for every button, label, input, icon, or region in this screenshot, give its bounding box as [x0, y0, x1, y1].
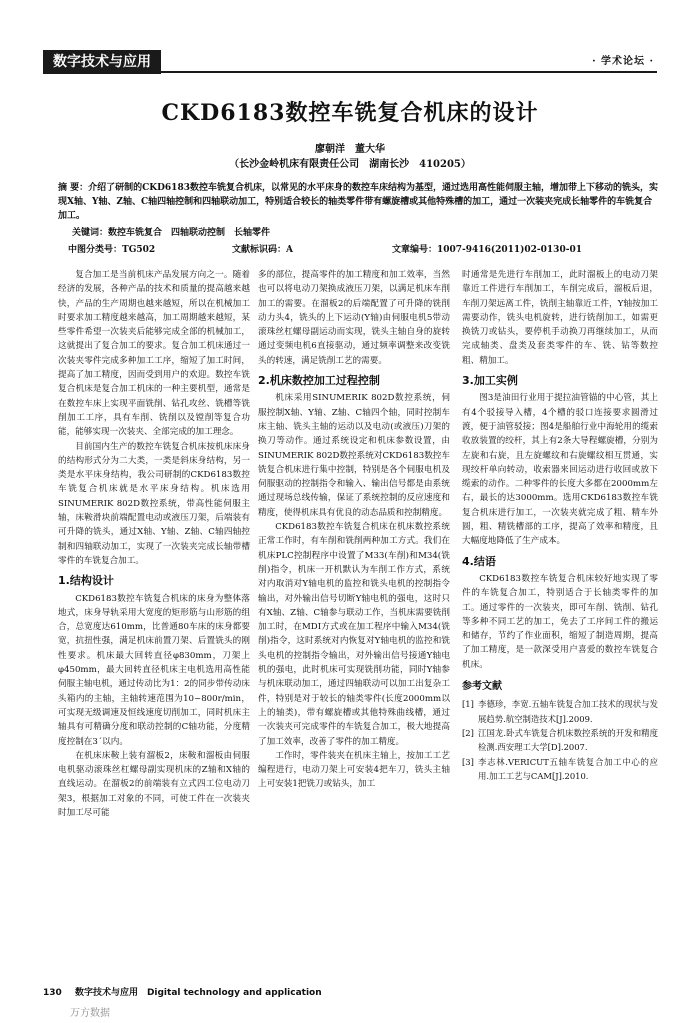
header-rule [161, 71, 657, 73]
doc-code: 文献标识码：A [232, 245, 293, 255]
paragraph: 多的部位，提高零件的加工精度和加工效率，当然也可以将电动刀架换成液压刀架，以满足机床车削加工的需要。在溜板2的后端配置了可升降的铣削动力头4，铣头的上下运动(Y轴)由伺服电机5带动滚珠丝杠螺母副运动而实现，铣头主轴自身的旋转通过变频电机6直接驱动，通过频率调整来改变铣头的转速，满足铣削工艺的需要。 [258, 270, 450, 366]
section-banner: 数字技术与应用 [43, 50, 161, 74]
column-1 [58, 268, 250, 820]
journal-name: 数字技术与应用 Digital technology and application [74, 988, 322, 998]
article-number: 文章编号：1007-9416(2011)02-0130-01 [392, 245, 582, 255]
article-title: CKD6183数控车铣复合机床的设计 [161, 100, 539, 126]
reference-item: [3] 李志林.VERICUT五轴车铣复合加工中心的应用.加工工艺与CAM[J].2010. [462, 755, 658, 784]
authors: 廖朝洋 董大华 [315, 144, 385, 155]
reference-item: [2] 江国龙.卧式车铣复合机床数控系统的开发和精度检测.西安理工大学[D].2007. [462, 726, 658, 755]
paragraph: 工作时，零件装夹在机床主轴上，按加工工艺编程进行，电动刀架上可安装4把车刀，铣头主轴上可安装1把铣刀或钻头，加工 [258, 750, 450, 790]
affiliation: （长沙金岭机床有限责任公司 湖南长沙 410205） [229, 159, 471, 170]
paragraph: 时通常是先进行车削加工，此时溜板上的电动刀架靠近工件进行车削加工，车削完成后，溜板后退，车削刀架远离工件，铣削主轴靠近工件，Y轴按加工需要动作，铣头电机旋转，进行铣削加工，如需更换铣刀或钻头，要停机手动换刀再继续加工，从而完成轴类、盘类及套类零件的车、铣、钻等数控粗、精加工。 [462, 270, 658, 366]
section-heading: 4.结语 [462, 554, 496, 568]
paragraph: CKD6183数控车铣复合机床较好地实现了零件的车铣复合加工，特别适合于长轴类零件的加工。通过零件的一次装夹，即可车削、铣削、钻孔等多种不同工艺的加工，免去了工序间工件的搬运和储存，节约了作业面积，缩短了制造周期，提高了加工精度，是一款深受用户喜爱的数控车铣复合机床。 [462, 573, 658, 670]
reference-item: [1] 李德珍，李宽.五轴车铣复合加工技术的现状与发展趋势.航空制造技术[J].2009. [462, 697, 658, 726]
paragraph: 在机床床鞍上装有溜板2，床鞍和溜板由伺服电机驱动滚珠丝杠螺母副实现机床的Z轴和X轴的直线运动。在溜板2的前端装有立式四工位电动刀架3，根据加工对象的不同，可使工件在一次装夹时加工尽可能 [58, 750, 250, 818]
paragraph: 复合加工是当前机床产品发展方向之一。随着经济的发展，各种产品的技术和质量的提高越来越快，产品的生产周期也越来越短，所以在机械加工时要求加工精度越来越高，加工周期越来越短，某些零件希望一次装夹后能够完成全部的机械加工，这就提出了复合加工的要求。复合加工机床通过一次装夹零件完成多种加工工序，缩短了加工时间，提高了加工精度，因而受到用户的欢迎。数控车铣复合机床是复合加工机床的一种主要机型，通常是在数控车床上实现平面铣削、钻孔攻丝、铣槽等铣削加工工序，具有车削、铣削以及镗削等复合功能，能够实现一次装夹、全部完成的加工理念。 [58, 270, 250, 438]
section-heading: 3.加工实例 [462, 374, 518, 388]
page-number: 130 [43, 988, 62, 998]
column-label: · 学术论坛 · [588, 52, 658, 67]
keywords: 关键词：数控车铣复合 四轴联动控制 长轴零件 [72, 228, 271, 238]
paragraph: 图3是油田行业用于提拉油管锚的中心管，其上有4个驳接导入槽，4个槽的驳口连接要求圆滑过渡，便于油管驳接；图4是船舶行业中海轮用的缆索收放装置的绞杆，其上有2条大导程螺旋槽，分别为左旋和右旋，且左旋螺纹和右旋螺纹相互贯通，实现绞杆单向转动，收索器来回运动进行收回或放下缆索的动作。二种零件的长度大多都在2000mm左右，最长的达3000mm。选用CKD6183数控车铣复合机床进行加工，一次装夹就完成了粗、精车外圆，粗、精铣槽部的工序，提高了效率和精度，且大幅度地降低了生产成本。 [462, 393, 658, 547]
column-3 [462, 268, 658, 783]
references-heading: 参考文献 [462, 681, 502, 693]
column-2 [258, 268, 450, 792]
paragraph: CKD6183数控车铣复合机床在机床数控系统正常工作时，有车削和铣削两种加工方式。我们在机床PLC控制程序中设置了M33(车削)和M34(铣削)指令，机床一开机默认为车削工作方式，系统对内取消对Y轴电机的监控和铣头电机的控制指令输出，对外输出信号切断Y轴电机的强电，这时只有X轴、Z轴、C轴参与联动工作，当机床需要铣削加工时，在MDI方式或在加工程序中输入M34(铣削)指令，这时系统对内恢复对Y轴电机的监控和铣头电机的控制指令输出，对外输出信号接通Y轴电机的强电，此时机床可实现铣削功能，同时Y轴参与机床联动加工，通过四轴联动可以加工出复杂工件，特别是对于较长的轴类零件(长度2000mm以上的轴类)，带有螺旋槽或其他特殊曲线槽，通过一次装夹可完成零件的车铣复合加工，极大地提高了加工效率，改善了零件的加工精度。 [258, 522, 450, 747]
page-footer [43, 985, 322, 998]
paragraph: 目前国内生产的数控车铣复合机床按机床床身的结构形式分为二大类，一类是斜床身结构，另一类是水平床身结构，我公司研制的CKD6183数控车铣复合机床就是水平床身结构。机床选用SINUMERIK 802D数控系统，带高性能伺服主轴，床鞍滑块前端配置电动或液压刀架，后端装有可升降的铣头，通过X轴、Y轴、Z轴、C轴四轴控制和四轴联动加工，实现了一次装夹完成长轴带槽零件的车铣复合加工。 [58, 441, 250, 566]
clc-number: 中图分类号：TG502 [68, 245, 156, 255]
section-heading: 2.机床数控加工过程控制 [258, 374, 380, 388]
section-heading: 1.结构设计 [58, 574, 114, 588]
watermark: 万方数据 [70, 1008, 110, 1019]
abstract: 摘 要：介绍了研制的CKD6183数控车铣复合机床，以常见的水平床身的数控车床结构为基型，通过选用高性能伺服主轴，增加带上下移动的铣头，实现X轴、Y轴、Z轴、C轴四轴控制和四轴联动加工，特别适合较长的轴类零件带有螺旋槽或其他特殊槽的加工，通过一次装夹完成长轴零件的车铣复合加工。 [58, 183, 658, 221]
paragraph: CKD6183数控车铣复合机床的床身为整体落地式，床身导轨采用大宽度的矩形筋与山形筋的组合，总宽度达610mm，比普通80车床的床身都要宽，抗扭性强，满足机床前置刀架、后置铣头的刚性要求。机床最大回转直径φ830mm，刀架上φ450mm，最大回转直径机床主电机选用高性能伺服主轴电机，通过传动比为1：2的同步带传动床头箱内的主轴，主轴转速范围为10~800r/min，可实现无级调速及恒线速度切削加工，同时机床主轴具有可精确分度和联动控制的C轴功能，分度精度控制在3´以内。 [58, 593, 250, 747]
paragraph: 机床采用SINUMERIK 802D数控系统，伺服控制X轴、Y轴、Z轴、C轴四个轴，同时控制车床主轴、铣头主轴的运动以及电动(或液压)刀架的换刀等动作。通过系统设定和机床参数设置，由SINUMERIK 802D数控系统对CKD6183数控车铣复合机床进行集中控制，特别是各个伺服电机及伺服驱动的控制指令和输入、输出信号都是由系统通过现场总线传输，保证了系统控制的反应速度和精度，使得机床具有优良的动态品质和控制精度。 [258, 393, 450, 518]
